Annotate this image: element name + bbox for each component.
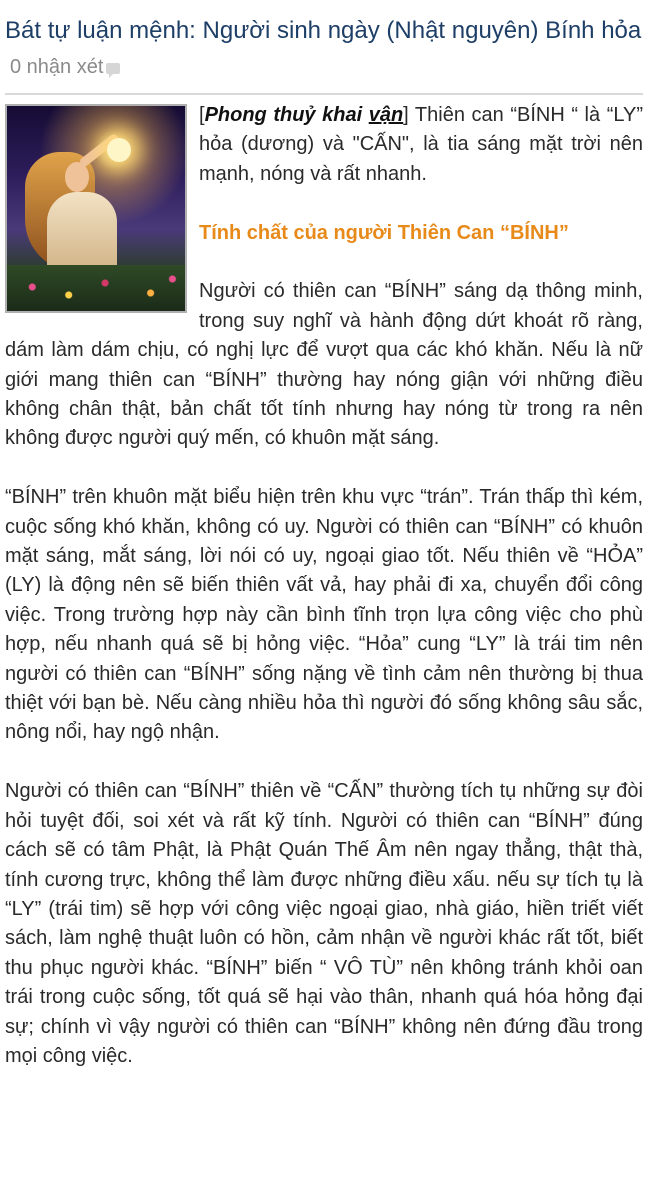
source-tag-text: Phong thuỷ khai <box>204 104 369 126</box>
section-heading: Tính chất của người Thiên Can “BÍNH” <box>199 221 569 244</box>
paragraph-3: Người có thiên can “BÍNH” thiên về “CẤN” thường tích tụ những sự đòi hỏi tuyệt đối, soi xét và rất kỹ tính. Người có thiên can “BÍNH” đúng cách sẽ có tâm Phật, là Phật Quán Thế Âm nên ngay thẳng, thật thà, tính cương trực, không thể làm được những điều xấu. nếu sự tích tụ là “LY” (trái tim) sẽ hợp với công việc ngoại giao, nhà giáo, hiền triết viết sách, làm nghệ thuật luôn có hồn, cảm nhận về người khác rất tốt, biết thu phục người khác. “BÍNH” biến “ VÔ TÙ” nên không tránh khỏi oan trái trong cuộc sống, tốt quá sẽ hại vào thân, nhanh quá hóa hỏng đại sự; chính vì vậy người có thiên can “BÍNH” không nên đứng đầu trong mọi công việc. <box>5 780 643 1067</box>
intro-text: Thiên can “BÍNH “ là “LY” hỏa (dương) và "CẤN", là tia sáng mặt trời nên mạnh, nóng và rất nhanh. <box>199 104 643 185</box>
comment-count[interactable] <box>5 54 643 80</box>
article-title: Bát tự luận mệnh: Người sinh ngày (Nhật nguyên) Bính hỏa <box>5 17 642 44</box>
article-image <box>5 104 187 313</box>
paragraph-1: Người có thiên can “BÍNH” sáng dạ thông minh, trong suy nghĩ và hành động dứt khoát rõ ràng, dám làm dám chịu, có nghị lực để vượt qua các khó khăn. Nếu là nữ giới mang thiên can “BÍNH” thường hay nóng giận với những điều không chân thật, bản chất tốt tính nhưng hay nóng từ trong ra nên không được người quý mến, có khuôn mặt sáng. <box>5 280 643 450</box>
source-tag <box>205 104 404 126</box>
title-divider <box>5 93 643 95</box>
article-body <box>5 101 643 1071</box>
spacer <box>5 748 643 777</box>
paragraph-2: “BÍNH” trên khuôn mặt biểu hiện trên khu vực “trán”. Trán thấp thì kém, cuộc sống khó khăn, không có uy. Người có thiên can “BÍNH” có khuôn mặt sáng, mắt sáng, lời nói có uy, ngoại giao tốt. Nếu thiên về “HỎA” (LY) là động nên sẽ biến thiên vất vả, hay phải đi xa, chuyển đổi công việc. Trong trường hợp này cần bình tĩnh trọn lựa công việc cho phù hợp, nếu nhanh quá sẽ bị hỏng việc. “Hỏa” cung “LY” là trái tim nên người có thiên can “BÍNH” sống nặng về tình cảm nên thường bị thua thiệt với bạn bè. Nếu càng nhiều hỏa thì người đó sống không sâu sắc, nông nổi, hay ngộ nhận. <box>5 486 643 744</box>
comment-count-label[interactable]: 0 nhận xét <box>10 56 104 78</box>
image-frame <box>5 104 187 313</box>
intro-paragraph: [Phong thuỷ khai vận] Thiên can “BÍNH “ là “LY” hỏa (dương) và "CẤN", là tia sáng mặt trời nên mạnh, nóng và rất nhanh. <box>199 104 643 185</box>
source-tag-underlined: vận <box>368 104 404 126</box>
spacer <box>5 454 643 483</box>
comment-bubble-icon <box>106 63 120 74</box>
